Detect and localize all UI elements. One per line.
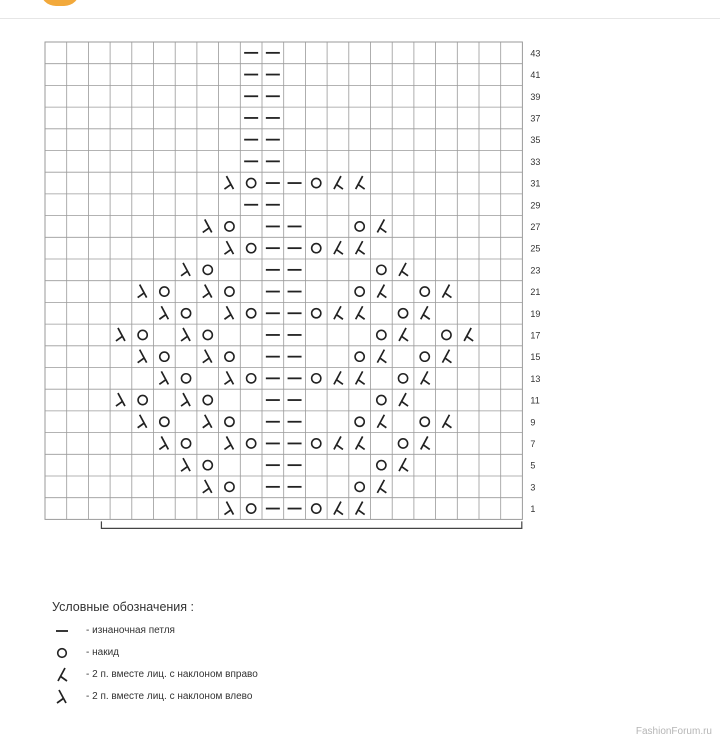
row-number: 27	[530, 221, 541, 232]
row-number: 33	[530, 156, 541, 167]
legend	[52, 600, 352, 710]
legend-title: Условные обозначения :	[52, 600, 194, 614]
row-number: 13	[530, 373, 541, 384]
row-number: 25	[530, 243, 541, 254]
legend-item-purl	[52, 622, 352, 644]
repeat-bracket	[101, 521, 521, 528]
k2tog-right-lean-icon	[54, 666, 70, 684]
row-number: 3	[530, 482, 536, 493]
yarn-over-icon	[54, 644, 70, 662]
row-number: 23	[530, 265, 541, 276]
legend-label: - 2 п. вместе лиц. с наклоном вправо	[86, 669, 258, 680]
row-number: 21	[530, 287, 541, 298]
row-number: 19	[530, 308, 541, 319]
row-number: 39	[530, 91, 541, 102]
row-number: 29	[530, 200, 541, 211]
row-number: 17	[530, 330, 541, 341]
legend-item-k2tog-left	[52, 688, 352, 710]
row-number: 7	[530, 438, 536, 449]
purl-stitch-icon	[54, 622, 70, 640]
row-number: 31	[530, 178, 541, 189]
row-number: 35	[530, 135, 541, 146]
row-number: 15	[530, 352, 541, 363]
legend-item-k2tog-right	[52, 666, 352, 688]
row-number: 41	[530, 70, 541, 81]
legend-label: - накид	[86, 647, 119, 658]
row-number: 37	[530, 113, 541, 124]
legend-label: - изнаночная петля	[86, 625, 175, 636]
legend-item-yarn-over	[52, 644, 352, 666]
row-number: 11	[530, 395, 540, 406]
legend-label: - 2 п. вместе лиц. с наклоном влево	[86, 691, 253, 702]
row-number: 1	[530, 504, 536, 515]
row-number: 5	[530, 460, 536, 471]
row-number: 43	[530, 48, 541, 59]
k2tog-left-lean-icon	[54, 688, 70, 706]
watermark: FashionForum.ru	[635, 726, 712, 737]
row-number: 9	[530, 417, 536, 428]
